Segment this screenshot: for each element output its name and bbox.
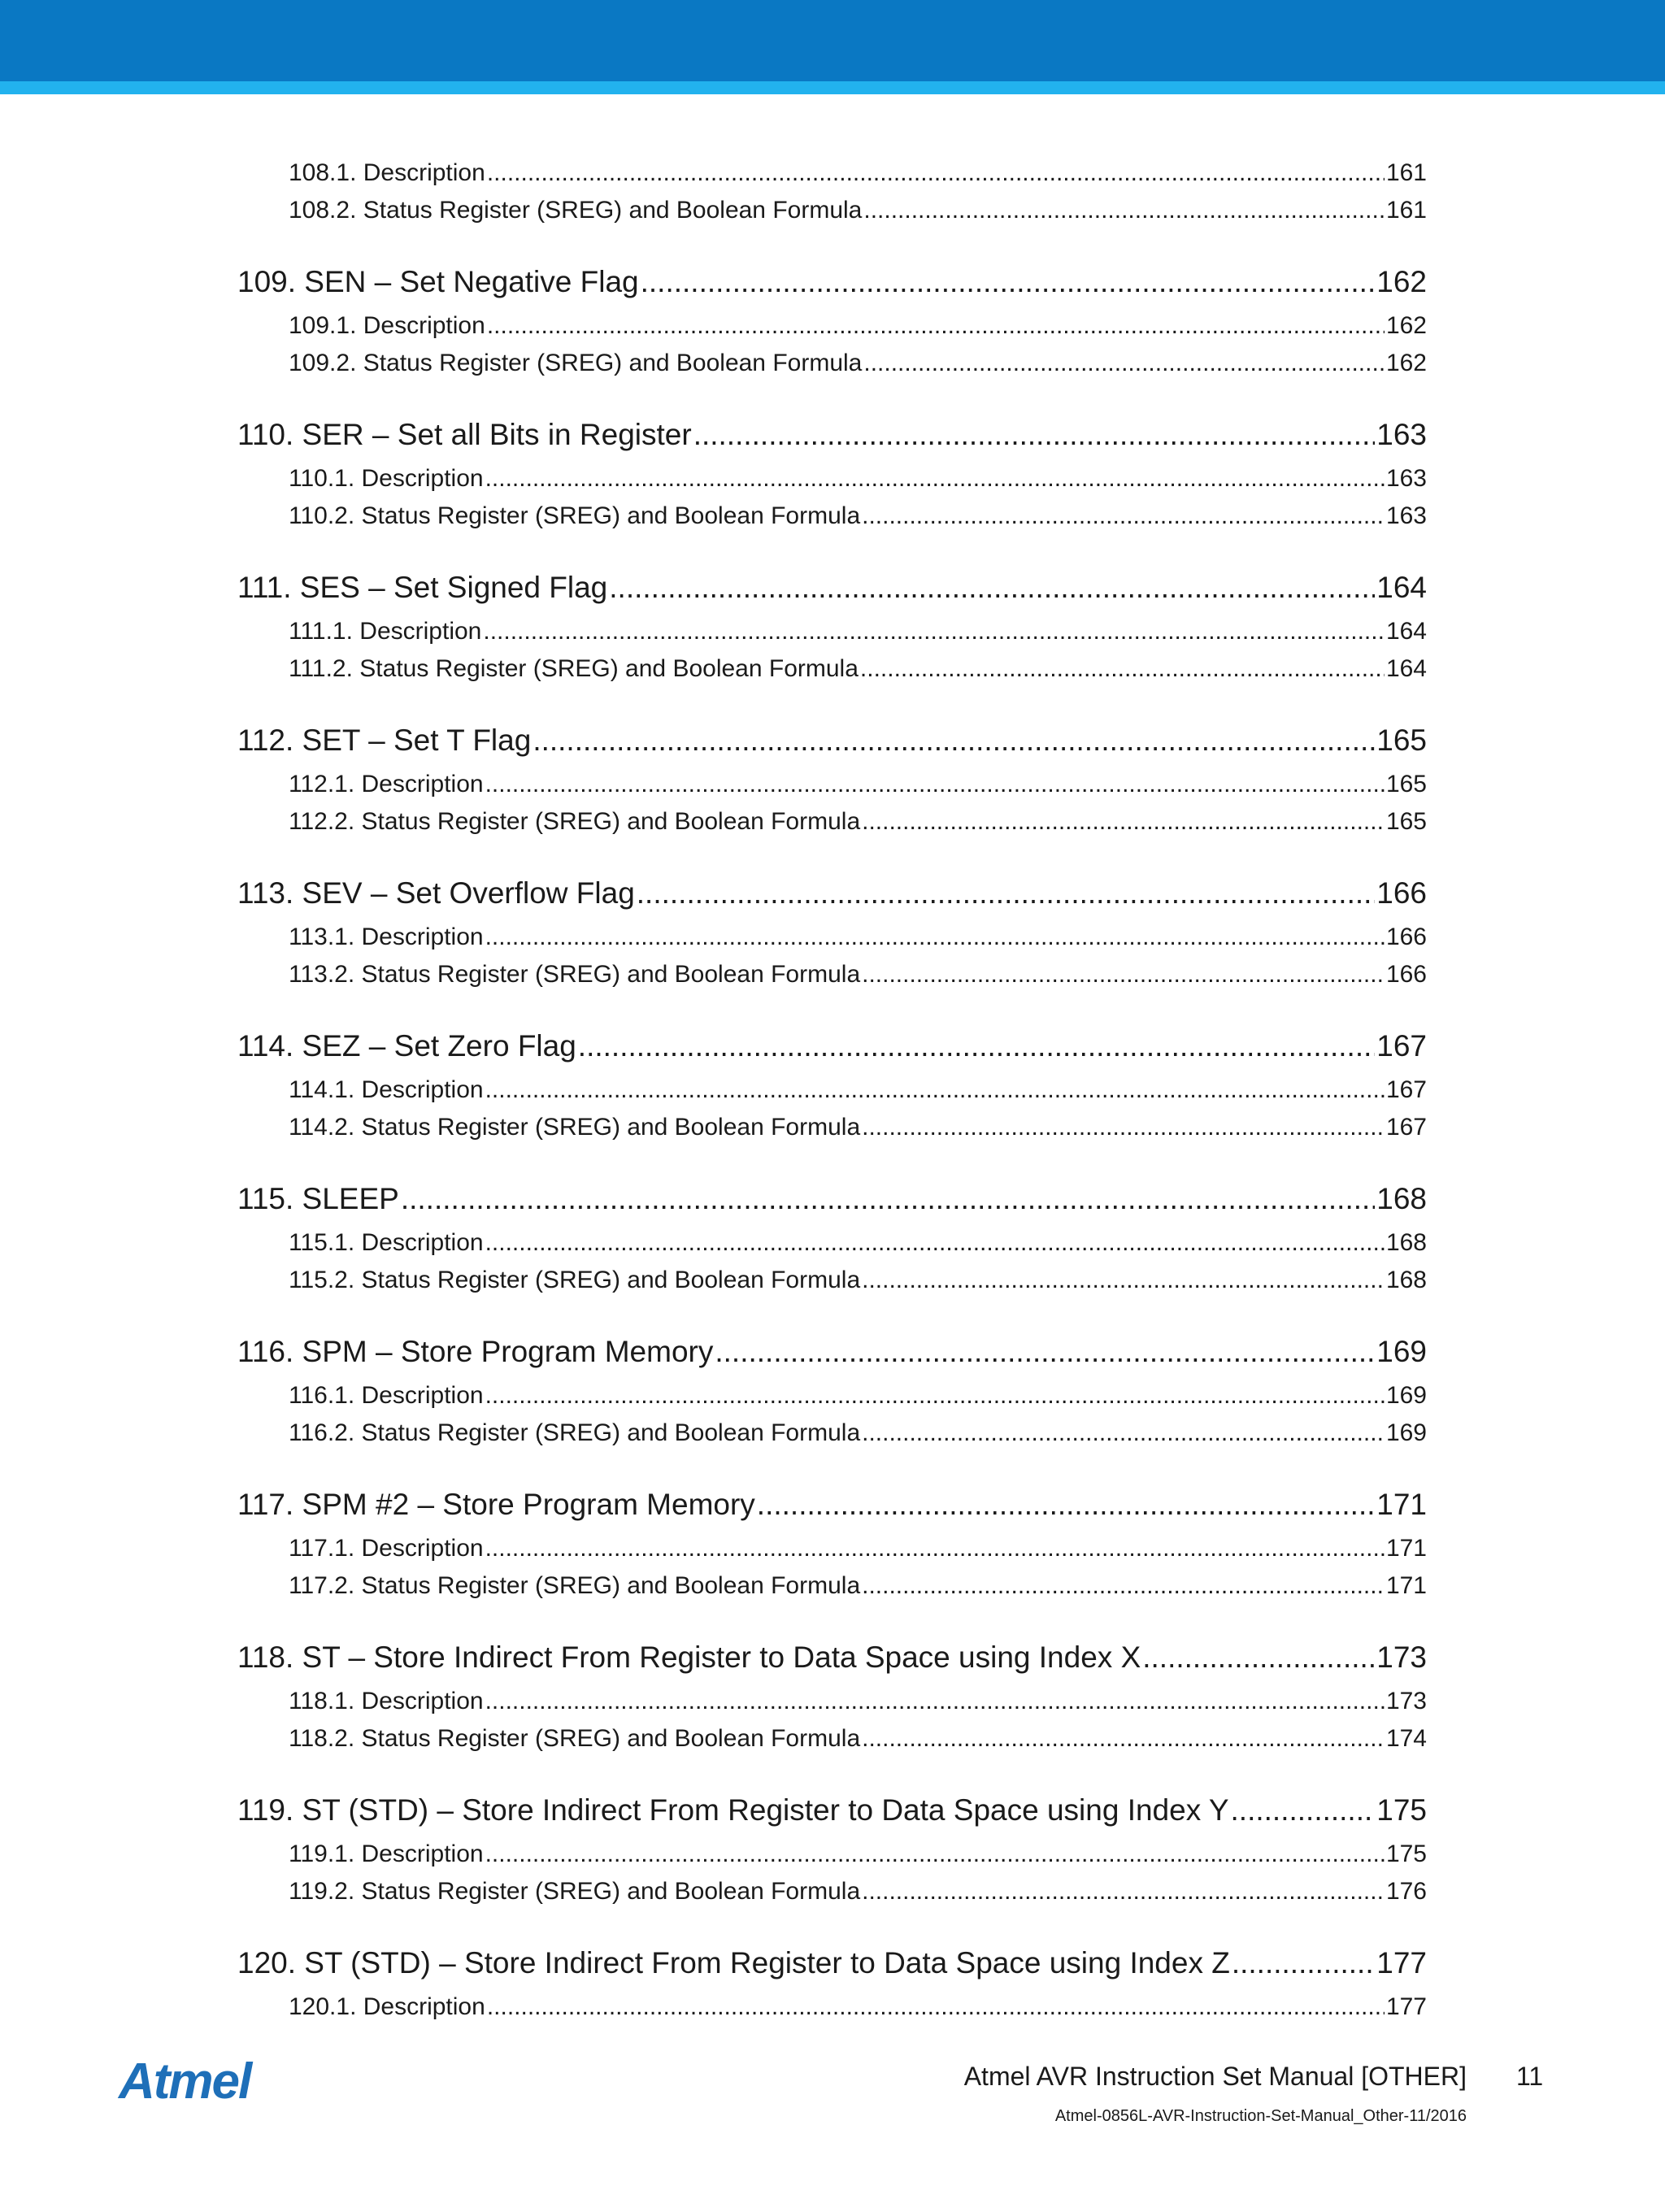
- toc-dot-leader: [863, 345, 1385, 382]
- toc-dot-leader: [1231, 1792, 1376, 1829]
- toc-dot-leader: [487, 307, 1385, 345]
- toc-dot-leader: [862, 1262, 1385, 1299]
- toc-entry-label: 113. SEV – Set Overflow Flag: [237, 876, 635, 910]
- toc-subsection-entry[interactable]: [237, 1530, 1427, 1567]
- toc-dot-leader: [485, 1683, 1385, 1720]
- toc-entry-label: 119.2. Status Register (SREG) and Boolean Formula: [289, 1878, 861, 1905]
- toc-entry-page: 168: [1385, 1267, 1427, 1293]
- toc-entry-label: 118.2. Status Register (SREG) and Boolean Formula: [289, 1725, 861, 1752]
- toc-dot-leader: [485, 1224, 1385, 1262]
- toc-entry-page: 169: [1385, 1382, 1427, 1409]
- toc-entry-page: 164: [1385, 655, 1427, 682]
- toc-section-entry[interactable]: [237, 1180, 1427, 1218]
- toc-dot-leader: [863, 192, 1385, 229]
- toc-subsection-entry[interactable]: [237, 919, 1427, 956]
- toc-entry-label: 112. SET – Set T Flag: [237, 724, 532, 757]
- toc-dot-leader: [862, 1720, 1385, 1758]
- toc-entry-page: 169: [1385, 1419, 1427, 1446]
- toc-subsection-entry[interactable]: [237, 613, 1427, 650]
- toc-entry-page: 177: [1385, 1993, 1427, 2020]
- toc-dot-leader: [641, 263, 1376, 301]
- toc-entry-page: 166: [1385, 961, 1427, 988]
- toc-entry-label: 117.2. Status Register (SREG) and Boolean Formula: [289, 1572, 861, 1599]
- toc-dot-leader: [483, 613, 1385, 650]
- toc-entry-label: 116. SPM – Store Program Memory: [237, 1335, 714, 1368]
- toc-entry-page: 163: [1376, 418, 1427, 451]
- toc-entry-label: 119.1. Description: [289, 1840, 484, 1867]
- toc-dot-leader: [693, 416, 1376, 454]
- table-of-contents: [237, 154, 1427, 2026]
- toc-dot-leader: [485, 766, 1385, 803]
- toc-subsection-entry[interactable]: [237, 803, 1427, 841]
- toc-subsection-entry[interactable]: [237, 1988, 1427, 2026]
- toc-entry-label: 112.2. Status Register (SREG) and Boolean Formula: [289, 808, 861, 835]
- toc-entry-label: 108.2. Status Register (SREG) and Boolean Formula: [289, 197, 863, 224]
- toc-entry-page: 163: [1385, 502, 1427, 529]
- toc-entry-page: 166: [1376, 876, 1427, 910]
- toc-entry-label: 110.1. Description: [289, 465, 484, 492]
- toc-entry-page: 173: [1376, 1641, 1427, 1674]
- toc-dot-leader: [715, 1333, 1375, 1371]
- toc-entry-page: 173: [1385, 1688, 1427, 1714]
- toc-entry-label: 114. SEZ – Set Zero Flag: [237, 1029, 576, 1063]
- toc-entry-page: 166: [1385, 923, 1427, 950]
- header-band: [0, 0, 1665, 81]
- toc-entry-label: 120. ST (STD) – Store Indirect From Register to Data Space using Index Z: [237, 1946, 1230, 1980]
- manual-title: Atmel AVR Instruction Set Manual [OTHER]: [963, 2062, 1467, 2091]
- toc-dot-leader: [485, 460, 1385, 498]
- toc-section-entry[interactable]: [237, 1792, 1427, 1829]
- toc-entry-page: 165: [1385, 808, 1427, 835]
- toc-subsection-entry[interactable]: [237, 1683, 1427, 1720]
- toc-entry-label: 118. ST – Store Indirect From Register to Data Space using Index X: [237, 1641, 1141, 1674]
- toc-entry-label: 112.1. Description: [289, 771, 484, 797]
- toc-entry-label: 109.1. Description: [289, 312, 485, 339]
- toc-section-entry[interactable]: [237, 722, 1427, 759]
- toc-section-entry[interactable]: [237, 1486, 1427, 1523]
- toc-subsection-entry[interactable]: [237, 956, 1427, 993]
- toc-entry-label: 115. SLEEP: [237, 1182, 399, 1215]
- toc-entry-label: 113.2. Status Register (SREG) and Boolean Formula: [289, 961, 861, 988]
- toc-entry-label: 114.1. Description: [289, 1076, 484, 1103]
- toc-subsection-entry[interactable]: [237, 1415, 1427, 1452]
- toc-entry-page: 165: [1385, 771, 1427, 797]
- toc-section-entry[interactable]: [237, 416, 1427, 454]
- toc-dot-leader: [862, 1873, 1385, 1910]
- toc-dot-leader: [401, 1180, 1375, 1218]
- toc-subsection-entry[interactable]: [237, 498, 1427, 535]
- toc-entry-page: 171: [1376, 1488, 1427, 1521]
- toc-dot-leader: [609, 569, 1375, 606]
- toc-entry-page: 168: [1376, 1182, 1427, 1215]
- toc-entry-label: 114.2. Status Register (SREG) and Boolean Formula: [289, 1114, 861, 1141]
- toc-subsection-entry[interactable]: [237, 1873, 1427, 1910]
- toc-entry-page: 167: [1376, 1029, 1427, 1063]
- toc-dot-leader: [862, 1415, 1385, 1452]
- toc-subsection-entry[interactable]: [237, 1720, 1427, 1758]
- toc-dot-leader: [862, 498, 1385, 535]
- toc-entry-label: 108.1. Description: [289, 159, 485, 186]
- toc-dot-leader: [578, 1028, 1375, 1065]
- toc-section-entry[interactable]: [237, 263, 1427, 301]
- toc-dot-leader: [860, 650, 1385, 688]
- toc-entry-label: 110.2. Status Register (SREG) and Boolean Formula: [289, 502, 861, 529]
- toc-entry-page: 174: [1385, 1725, 1427, 1752]
- toc-subsection-entry[interactable]: [237, 650, 1427, 688]
- toc-entry-label: 115.1. Description: [289, 1229, 484, 1256]
- toc-dot-leader: [1232, 1945, 1375, 1982]
- toc-subsection-entry[interactable]: [237, 1567, 1427, 1605]
- toc-section-entry[interactable]: [237, 1028, 1427, 1065]
- toc-subsection-entry[interactable]: [237, 1836, 1427, 1873]
- toc-subsection-entry[interactable]: [237, 192, 1427, 229]
- toc-dot-leader: [485, 1071, 1385, 1109]
- toc-entry-page: 163: [1385, 465, 1427, 492]
- svg-text:Atmel: Atmel: [119, 2053, 251, 2108]
- toc-entry-label: 116.1. Description: [289, 1382, 484, 1409]
- toc-entry-page: 176: [1385, 1878, 1427, 1905]
- page-number: 11: [1516, 2062, 1544, 2091]
- toc-entry-label: 111.2. Status Register (SREG) and Boolean Formula: [289, 655, 859, 682]
- toc-entry-label: 109. SEN – Set Negative Flag: [237, 265, 639, 298]
- toc-section-entry[interactable]: [237, 1333, 1427, 1371]
- toc-dot-leader: [487, 1988, 1385, 2026]
- toc-dot-leader: [485, 919, 1385, 956]
- toc-subsection-entry[interactable]: [237, 345, 1427, 382]
- toc-entry-label: 119. ST (STD) – Store Indirect From Register to Data Space using Index Y: [237, 1793, 1229, 1827]
- toc-dot-leader: [485, 1836, 1385, 1873]
- toc-entry-page: 168: [1385, 1229, 1427, 1256]
- toc-dot-leader: [862, 803, 1385, 841]
- toc-entry-label: 111.1. Description: [289, 618, 482, 645]
- toc-entry-page: 165: [1376, 724, 1427, 757]
- toc-entry-label: 118.1. Description: [289, 1688, 484, 1714]
- toc-dot-leader: [862, 1109, 1385, 1146]
- toc-entry-label: 109.2. Status Register (SREG) and Boolean Formula: [289, 350, 863, 376]
- toc-dot-leader: [1142, 1639, 1375, 1676]
- toc-section-entry[interactable]: [237, 1639, 1427, 1676]
- toc-entry-label: 117.1. Description: [289, 1535, 484, 1562]
- toc-subsection-entry[interactable]: [237, 307, 1427, 345]
- toc-entry-page: 175: [1376, 1793, 1427, 1827]
- toc-entry-page: 171: [1385, 1535, 1427, 1562]
- toc-entry-page: 171: [1385, 1572, 1427, 1599]
- toc-subsection-entry[interactable]: [237, 1071, 1427, 1109]
- toc-dot-leader: [637, 875, 1375, 912]
- toc-entry-page: 175: [1385, 1840, 1427, 1867]
- toc-entry-page: 177: [1376, 1946, 1427, 1980]
- toc-entry-label: 115.2. Status Register (SREG) and Boolean Formula: [289, 1267, 861, 1293]
- toc-entry-label: 120.1. Description: [289, 1993, 485, 2020]
- toc-entry-page: 162: [1385, 350, 1427, 376]
- toc-dot-leader: [862, 956, 1385, 993]
- toc-section-entry[interactable]: [237, 569, 1427, 606]
- document-id: Atmel-0856L-AVR-Instruction-Set-Manual_Other-11/2016: [1054, 2107, 1467, 2125]
- toc-dot-leader: [862, 1567, 1385, 1605]
- toc-dot-leader: [487, 154, 1385, 192]
- toc-entry-page: 161: [1385, 197, 1427, 224]
- toc-subsection-entry[interactable]: [237, 1377, 1427, 1415]
- toc-entry-page: 164: [1376, 571, 1427, 604]
- toc-subsection-entry[interactable]: [237, 1262, 1427, 1299]
- toc-dot-leader: [485, 1377, 1385, 1415]
- toc-entry-label: 110. SER – Set all Bits in Register: [237, 418, 692, 451]
- toc-entry-page: 164: [1385, 618, 1427, 645]
- toc-dot-leader: [533, 722, 1375, 759]
- toc-subsection-entry[interactable]: [237, 1224, 1427, 1262]
- toc-entry-page: 169: [1376, 1335, 1427, 1368]
- toc-section-entry[interactable]: [237, 875, 1427, 912]
- toc-entry-page: 162: [1385, 312, 1427, 339]
- toc-entry-label: 117. SPM #2 – Store Program Memory: [237, 1488, 755, 1521]
- toc-subsection-entry[interactable]: [237, 154, 1427, 192]
- toc-entry-page: 161: [1385, 159, 1427, 186]
- toc-dot-leader: [757, 1486, 1375, 1523]
- toc-section-entry[interactable]: [237, 1945, 1427, 1982]
- toc-entry-page: 167: [1385, 1114, 1427, 1141]
- toc-entry-label: 113.1. Description: [289, 923, 484, 950]
- toc-entry-label: 111. SES – Set Signed Flag: [237, 571, 608, 604]
- toc-subsection-entry[interactable]: [237, 1109, 1427, 1146]
- toc-subsection-entry[interactable]: [237, 766, 1427, 803]
- toc-dot-leader: [485, 1530, 1385, 1567]
- atmel-logo: [117, 2053, 288, 2108]
- toc-entry-page: 162: [1376, 265, 1427, 298]
- toc-entry-page: 167: [1385, 1076, 1427, 1103]
- header-stripe: [0, 81, 1665, 94]
- toc-subsection-entry[interactable]: [237, 460, 1427, 498]
- toc-entry-label: 116.2. Status Register (SREG) and Boolean Formula: [289, 1419, 861, 1446]
